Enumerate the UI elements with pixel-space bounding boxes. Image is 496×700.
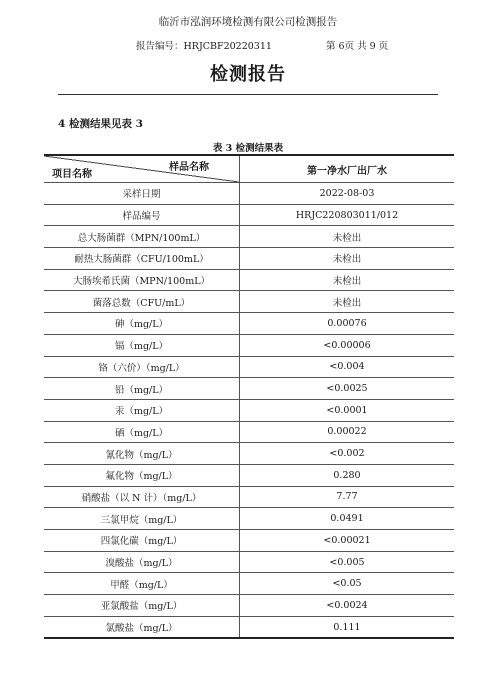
parameter-value: 0.00022: [240, 421, 455, 443]
parameter-name: 样品编号: [44, 204, 240, 226]
sample-name-header: 样品名称: [169, 162, 209, 173]
parameter-value: <0.0001: [240, 399, 455, 421]
parameter-name: 硒（mg/L）: [44, 421, 240, 443]
parameter-value: <0.002: [240, 443, 455, 465]
parameter-name: 四氯化碳（mg/L）: [44, 530, 240, 552]
parameter-value: 0.0491: [240, 508, 455, 530]
parameter-value: <0.00021: [240, 530, 455, 552]
parameter-value: <0.005: [240, 551, 455, 573]
table-row: [44, 204, 454, 226]
table-row: [44, 399, 454, 421]
table-row: [44, 291, 454, 313]
parameter-value: <0.0025: [240, 378, 455, 400]
parameter-value: 未检出: [240, 269, 455, 291]
parameter-value: <0.004: [240, 356, 455, 378]
parameter-name: 耐热大肠菌群（CFU/100mL）: [44, 248, 240, 270]
table-row: [44, 334, 454, 356]
table-row: [44, 508, 454, 530]
diagonal-header-cell: [44, 155, 240, 183]
parameter-value: 0.00076: [240, 313, 455, 335]
table-row: [44, 313, 454, 335]
table-row: [44, 378, 454, 400]
parameter-value: <0.0024: [240, 595, 455, 617]
sample-name-value: 第一净水厂出厂水: [240, 155, 455, 183]
table-row: [44, 595, 454, 617]
table-row: [44, 443, 454, 465]
parameter-value: 0.280: [240, 464, 455, 486]
report-number: 报告编号：HRJCBF20220311: [136, 41, 272, 52]
parameter-name: 总大肠菌群（MPN/100mL）: [44, 226, 240, 248]
parameter-value: <0.00006: [240, 334, 455, 356]
parameter-name: 汞（mg/L）: [44, 399, 240, 421]
parameter-value: HRJC220803011/012: [240, 204, 455, 226]
parameter-value: 未检出: [240, 248, 455, 270]
parameter-name: 铬（六价）（mg/L）: [44, 356, 240, 378]
table-row: [44, 269, 454, 291]
table-row: [44, 464, 454, 486]
parameter-name: 甲醛（mg/L）: [44, 573, 240, 595]
parameter-name: 硝酸盐（以 N 计）（mg/L）: [44, 486, 240, 508]
table-row: [44, 248, 454, 270]
parameter-value: 2022-08-03: [240, 183, 455, 205]
parameter-name: 三氯甲烷（mg/L）: [44, 508, 240, 530]
parameter-name: 镉（mg/L）: [44, 334, 240, 356]
page-indicator: 第 6页 共 9 页: [326, 41, 389, 52]
parameter-value: 0.111: [240, 616, 455, 638]
table-row: [44, 616, 454, 638]
parameter-name: 大肠埃希氏菌（MPN/100mL）: [44, 269, 240, 291]
parameter-name: 菌落总数（CFU/mL）: [44, 291, 240, 313]
parameter-value: <0.05: [240, 573, 455, 595]
table-header-row: [44, 155, 454, 183]
table-row: [44, 573, 454, 595]
section-heading: 4 检测结果见表 3: [58, 118, 143, 130]
results-table: [44, 154, 454, 639]
parameter-name: 溴酸盐（mg/L）: [44, 551, 240, 573]
table-row: [44, 551, 454, 573]
parameter-name: 亚氯酸盐（mg/L）: [44, 595, 240, 617]
parameter-name: 铅（mg/L）: [44, 378, 240, 400]
table-row: [44, 226, 454, 248]
parameter-value: 7.77: [240, 486, 455, 508]
parameter-name: 氯酸盐（mg/L）: [44, 616, 240, 638]
table-row: [44, 183, 454, 205]
table-row: [44, 530, 454, 552]
table-row: [44, 421, 454, 443]
table-row: [44, 356, 454, 378]
parameter-name: 氟化物（mg/L）: [44, 464, 240, 486]
parameter-value: 未检出: [240, 291, 455, 313]
table-caption: 表 3 检测结果表: [212, 143, 284, 154]
company-header: 临沂市泓润环境检测有限公司检测报告: [158, 16, 338, 28]
parameter-name: 砷（mg/L）: [44, 313, 240, 335]
parameter-value: 未检出: [240, 226, 455, 248]
parameter-name: 氰化物（mg/L）: [44, 443, 240, 465]
item-name-header: 项目名称: [52, 169, 92, 180]
title-divider: [58, 94, 438, 95]
document-title: 检测报告: [210, 64, 286, 85]
table-row: [44, 486, 454, 508]
parameter-name: 采样日期: [44, 183, 240, 205]
